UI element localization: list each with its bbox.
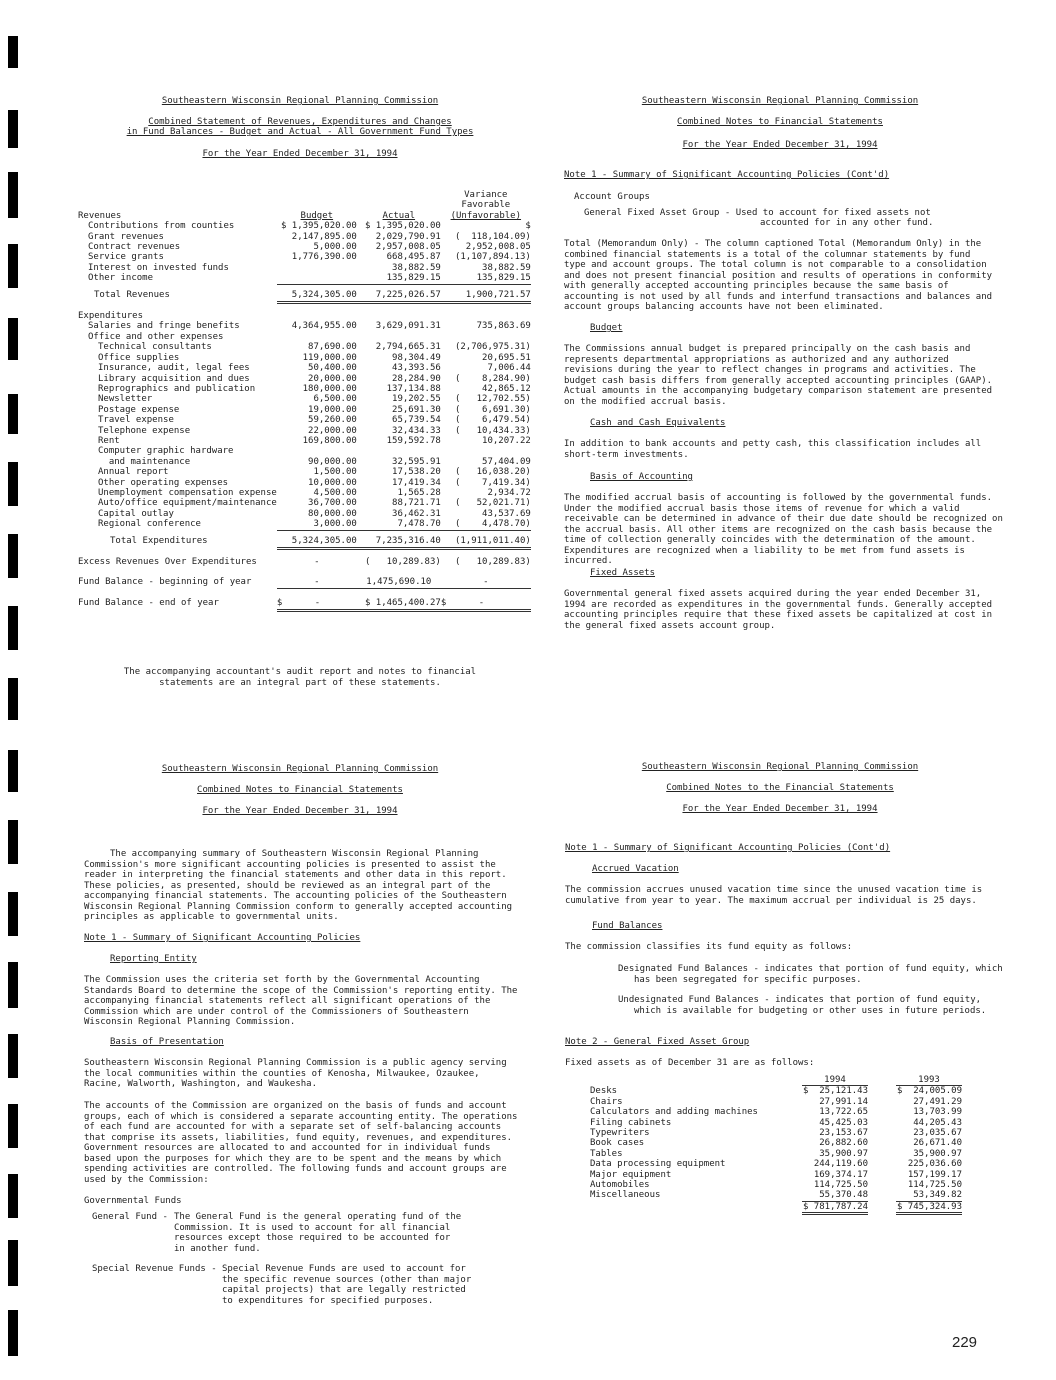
row-label: Service grants [88,252,164,263]
row-budget: 36,700.00 [308,498,357,509]
table-row [590,1149,962,1159]
fund-balances-heading: Fund Balances [592,921,663,931]
table-row [590,1138,962,1148]
statement-title: Combined Statement of Revenues, Expenditures and Changes [148,117,452,127]
row-actual: 19,202.55 [392,394,441,405]
row-variance: $ [525,221,531,232]
row-label: Annual report [98,467,169,478]
asset-1994: 13,722.65 [819,1107,868,1118]
asset-label: Filing cabinets [590,1117,672,1128]
row-budget: 3,000.00 [277,519,357,530]
presentation-paragraph-1: Southeastern Wisconsin Regional Planning Commission is a public agency serving the local communities within the counties of Kenosha, Milwaukee, Ozaukee, Racine, Walworth, Washington, and Waukesha. [84,1058,507,1089]
asset-1994: 169,374.17 [813,1169,868,1180]
row-variance: ( 10,434.33) [454,425,531,436]
row-actual: 65,739.54 [392,415,441,426]
row-actual: 32,595.91 [392,456,441,467]
row-budget: 10,000.00 [308,477,357,488]
table-row [78,405,531,415]
row-budget: 6,500.00 [313,394,357,405]
row-variance: ( 12,702.55) [454,394,531,405]
asset-label: Major equipment [590,1169,672,1180]
statement-table [78,190,531,612]
row-label: Reprographics and publication [98,383,256,394]
asset-label: Data processing equipment [590,1159,726,1170]
special-revenue-text: Special Revenue Funds are used to account for the specific revenue sources (other than major capital projects) that are legally restricted to expenditures for specified purposes. [222,1264,472,1306]
total-revenues-label: Total Revenues [94,290,170,301]
binding-mark [8,678,18,720]
row-label: Regional conference [98,519,201,530]
fund-end-budget: $ - [277,598,357,610]
binding-mark [8,36,18,68]
row-label: Computer graphic hardware [98,446,234,457]
row-budget: 50,400.00 [308,363,357,374]
row-actual: 668,495.87 [386,252,441,263]
salaries-label: Salaries and fringe benefits [88,321,240,332]
row-actual: 88,721.71 [392,498,441,509]
row-actual: 2,029,790.91 [375,231,441,242]
total-expenditures-budget: 5,324,305.00 [277,536,357,548]
row-label: Contract revenues [88,242,181,253]
binding-mark [8,394,18,434]
excess-label: Excess Revenues Over Expenditures [78,557,257,567]
total-expenditures-label: Total Expenditures [110,536,208,547]
table-row [78,363,531,373]
asset-1993: 114,725.50 [907,1180,962,1191]
row-variance: 2,952,008.05 [465,242,531,253]
row-variance: 135,829.15 [441,273,531,284]
row-budget: 5,000.00 [313,242,357,253]
row-variance: (1,107,894.13) [454,252,531,263]
row-budget: 169,800.00 [302,435,357,446]
total-revenues-budget: 5,324,305.00 [277,290,357,302]
row-actual: 32,434.33 [392,425,441,436]
table-row [78,221,531,231]
row-label: Unemployment compensation expense [98,487,277,498]
accrued-vacation-paragraph: The commission accrues unused vacation time since the unused vacation time is cumulative from year to year. The maximum accrual per individual is 25 days. [565,885,983,906]
col-head-favorable: Favorable [461,200,511,211]
binding-mark [8,1310,18,1356]
asset-label: Book cases [590,1138,645,1149]
asset-1994: 35,900.97 [819,1148,868,1159]
table-row [78,446,531,456]
col-head-variance: Variance [464,190,508,200]
row-variance: ( 7,419.34) [454,477,531,488]
asset-1993: 35,900.97 [913,1148,962,1159]
table-row [590,1118,962,1128]
row-budget: 20,000.00 [308,373,357,384]
row-actual: 17,419.34 [392,477,441,488]
row-variance: 7,006.44 [487,363,531,374]
note-1-title: Note 1 - Summary of Significant Accounting Policies [84,933,361,943]
general-fund-label: General Fund - [92,1212,174,1222]
binding-mark [8,750,18,792]
binding-mark [8,1104,18,1148]
table-row [78,457,531,467]
statement-subtitle: in Fund Balances - Budget and Actual - All Government Fund Types [126,127,474,137]
row-variance: ( 118,104.09) [454,231,531,242]
row-actual: 1,565.28 [397,487,441,498]
table-row [78,242,531,252]
gfa-group-line-2: accounted for in any other fund. [760,218,934,228]
asset-1994: 244,119.60 [813,1159,868,1170]
notes-title: Combined Notes to Financial Statements [197,785,403,795]
row-variance: ( 4,478.70) [441,519,531,530]
year-1994-header: 1994 [802,1075,868,1086]
reporting-entity-paragraph: The Commission uses the criteria set forth by the Governmental Accounting Standards Board to determine the scope of the Commission's reporting entity. The accompanying financial statements reflect all significant operations of the Commission which are under control of the Commissioners of Southeastern Wisconsin Regional Planning Commission. [84,975,518,1027]
asset-label: Automobiles [590,1180,650,1191]
row-actual: 7,478.70 [357,519,441,530]
row-budget [277,273,357,284]
row-label: Postage expense [98,404,180,415]
excess-budget: - [314,557,320,567]
intro-paragraph: The accompanying summary of Southeastern Wisconsin Regional Planning Commission's more significant accounting policies is presented to assist the reader in interpreting the financial statements and other data in this report. These policies, as presented, should be reviewed as an integral part of the accompanying financial statements. The accounting policies of the Southeastern Wisconsin Regional Planning Commission conform to generally accepted accounting principles as applicable to governmental units. [84,849,513,922]
asset-1994: 26,882.60 [819,1138,868,1149]
row-budget: 119,000.00 [302,352,357,363]
notes-period: For the Year Ended December 31, 1994 [682,140,878,150]
asset-1993: 157,199.17 [907,1169,962,1180]
fund-begin-label: Fund Balance - beginning of year [78,577,252,588]
row-budget: 2,147,895.00 [291,231,357,242]
row-variance: 57,404.09 [482,456,531,467]
table-row [78,394,531,404]
row-budget: $ 1,395,020.00 [280,221,357,232]
row-budget: 1,776,390.00 [291,252,357,263]
table-row [590,1097,962,1107]
undesignated-fund-balances: Undesignated Fund Balances - indicates that portion of fund equity, which is available for budgeting or other uses in future periods. [618,995,987,1016]
commission-title: Southeastern Wisconsin Regional Planning Commission [641,96,919,106]
row-label: Telephone expense [98,425,191,436]
row-label: Library acquisition and dues [98,373,250,384]
fund-balances-paragraph: The commission classifies its fund equity as follows: [565,942,853,952]
total-memo-paragraph: Total (Memorandum Only) - The column captioned Total (Memorandum Only) in the combined financial statements is a total of the columnar statements by fund type and account groups. The total column is not comparable to a consolidation and does not present financial position and results of operations in conformity with generally accepted accounting principles because the same basis of accounting is not used by all funds and interfund transactions and balances and account groups balancing accounts have not been eliminated. [564,239,993,312]
presentation-paragraph-2: The accounts of the Commission are organized on the basis of funds and account groups, each of which is considered a separate accounting entity. The operations of each fund are accounted for with a separate set of self-balancing accounts that comprise its assets, liabilities, fund equity, revenues, and expenditures. Government resources are allocated to and accounted for in individual funds based upon the purposes for which they are to be spent and the means by which spending activities are controlled. The following funds and account groups are used by the Commission: [84,1101,518,1185]
table-row [78,488,531,498]
fixed-assets-table [590,1075,962,1215]
gfa-group-line-1: General Fixed Asset Group - Used to account for fixed assets not [584,208,931,218]
row-budget: 80,000.00 [308,508,357,519]
binding-mark [8,110,18,148]
office-heading: Office and other expenses [88,331,224,342]
table-row [78,263,531,273]
row-label: Interest on invested funds [88,262,229,273]
budget-heading: Budget [590,323,623,333]
row-budget: 4,500.00 [313,487,357,498]
table-row [78,353,531,363]
binding-mark [8,606,18,650]
asset-label: Desks [590,1085,618,1096]
row-label: Technical consultants [98,342,212,353]
row-label: Insurance, audit, legal fees [98,363,250,374]
row-variance: 38,882.59 [482,262,531,273]
excess-variance: ( 10,289.83) [454,557,531,567]
asset-1994: 55,370.48 [819,1190,868,1201]
row-label: Capital outlay [98,508,174,519]
table-row [78,519,531,530]
row-budget [277,446,357,456]
account-groups-heading: Account Groups [574,192,650,202]
row-actual: 135,829.15 [357,273,441,284]
row-label: and maintenance [98,456,191,467]
total-1993: $ 745,324.93 [896,1201,962,1212]
total-1994: $ 781,787.24 [802,1201,868,1212]
asset-1993: 13,703.99 [913,1107,962,1118]
row-label: Grant revenues [88,231,164,242]
statement-footer-2: statements are an integral part of these statements. [159,678,441,688]
expenditures-heading: Expenditures [78,311,144,322]
binding-mark [8,244,18,288]
row-label: Contributions from counties [88,221,235,232]
row-budget: 180,000.00 [302,383,357,394]
general-fund-text: The General Fund is the general operating fund of the Commission. It is used to account for all financial resources except those required to be accounted for in another fund. [174,1212,462,1254]
table-row [78,478,531,488]
cash-paragraph: In addition to bank accounts and petty cash, this classification includes all short-term investments. [564,439,982,460]
budget-paragraph: The Commissions annual budget is prepared principally on the cash basis and represents departmental appropriations as authorized and any authorized revisions during the year to reflect changes in programs and activities. The budget cash basis differs from generally accepted accounting principles (GAAP). Actual amounts in the accompanying budgetary comparison statement are presented on the modified accrual basis. [564,344,993,407]
asset-label: Calculators and adding machines [590,1107,758,1118]
row-variance: ( 6,691.30) [454,404,531,415]
fund-begin-actual: 1,475,690.10 [357,577,441,588]
row-variance: ( 52,021.71) [454,498,531,509]
row-actual: 159,592.78 [386,435,441,446]
fund-begin-budget: - [277,577,357,588]
row-budget: 1,500.00 [313,467,357,478]
asset-label: Miscellaneous [590,1190,661,1201]
salaries-variance: 735,863.69 [476,321,531,332]
commission-title: Southeastern Wisconsin Regional Planning Commission [161,96,439,106]
binding-mark [8,1240,18,1286]
revenues-heading: Revenues [78,210,122,221]
row-variance: 2,934.72 [487,487,531,498]
col-head-budget: Budget [300,210,334,221]
table-row [78,436,531,446]
asset-1994: 45,425.03 [819,1117,868,1128]
table-row [78,273,531,284]
row-label: Newsletter [98,394,153,405]
row-variance: ( 8,284.90) [454,373,531,384]
asset-1993: $ 24,005.09 [896,1086,962,1097]
row-budget: 59,260.00 [308,415,357,426]
table-row [590,1128,962,1138]
row-variance: ( 6,479.54) [454,415,531,426]
table-row [590,1190,962,1201]
notes-title: Combined Notes to Financial Statements [677,117,883,127]
fixed-assets-heading: Fixed Assets [590,568,656,578]
asset-label: Tables [590,1148,623,1159]
row-actual: 28,284.90 [392,373,441,384]
row-variance [441,446,531,456]
asset-1993: 27,491.29 [913,1096,962,1107]
row-label: Other operating expenses [98,477,229,488]
row-budget: 90,000.00 [308,456,357,467]
row-budget: 19,000.00 [308,404,357,415]
table-row [78,415,531,425]
table-row [590,1086,962,1097]
note-1-title: Note 1 - Summary of Significant Accounting Policies (Cont'd) [565,843,891,853]
row-variance: 10,207.22 [482,435,531,446]
commission-title: Southeastern Wisconsin Regional Planning Commission [641,762,919,772]
fund-begin-variance: - [441,577,531,588]
asset-1994: 114,725.50 [813,1180,868,1191]
designated-fund-balances: Designated Fund Balances - indicates that portion of fund equity, which has been segregated for specific purposes. [618,964,1003,985]
asset-1994: 27,991.14 [819,1096,868,1107]
row-actual: 36,462.31 [392,508,441,519]
presentation-heading: Basis of Presentation [110,1037,224,1047]
row-actual: 98,304.49 [392,352,441,363]
binding-mark [8,820,18,864]
notes-period: For the Year Ended December 31, 1994 [682,804,878,814]
row-actual [357,446,441,456]
total-expenditures-actual: 7,235,316.40 [357,536,441,548]
note-1-title: Note 1 - Summary of Significant Accounting Policies (Cont'd) [564,170,890,180]
table-row [78,509,531,519]
binding-mark [8,1034,18,1078]
cash-heading: Cash and Cash Equivalents [590,418,726,428]
governmental-funds-heading: Governmental Funds [84,1196,182,1206]
notes-title: Combined Notes to the Financial Statements [666,783,894,793]
table-row [78,232,531,242]
asset-1993: 26,671.40 [913,1138,962,1149]
table-row [78,498,531,508]
note-2-paragraph: Fixed assets as of December 31 are as follows: [565,1058,815,1068]
total-expenditures-variance: (1,911,011.40) [441,536,531,548]
binding-mark [8,962,18,1008]
table-row [78,252,531,262]
table-row [590,1170,962,1180]
fund-end-variance: $ - [441,598,531,610]
row-actual: 43,393.56 [392,363,441,374]
table-row [78,467,531,477]
col-head-actual: Actual [382,210,416,221]
special-revenue-label: Special Revenue Funds - [92,1264,223,1274]
notes-period: For the Year Ended December 31, 1994 [202,806,398,816]
row-label: Travel expense [98,415,174,426]
row-label: Rent [98,435,120,446]
row-label: Office supplies [98,352,180,363]
asset-1993: 53,349.82 [913,1190,962,1201]
salaries-actual: 3,629,091.31 [375,321,441,332]
table-row [78,342,531,352]
row-variance: ( 16,038.20) [454,467,531,478]
table-row [78,374,531,384]
note-2-title: Note 2 - General Fixed Asset Group [565,1037,750,1047]
row-variance: 42,865.12 [482,383,531,394]
row-variance: 43,537.69 [482,508,531,519]
asset-1993: 44,205.43 [913,1117,962,1128]
basis-heading: Basis of Accounting [590,472,693,482]
asset-label: Typewriters [590,1128,650,1139]
statement-period: For the Year Ended December 31, 1994 [202,149,398,159]
table-row [590,1180,962,1190]
total-revenues-actual: 7,225,026.57 [357,290,441,302]
table-row [590,1107,962,1117]
row-actual: 25,691.30 [392,404,441,415]
asset-1993: 225,036.60 [907,1159,962,1170]
row-budget: 87,690.00 [308,342,357,353]
page-number: 229 [952,1334,978,1351]
binding-mark [8,318,18,360]
row-label: Auto/office equipment/maintenance [98,498,277,509]
table-row [78,384,531,394]
row-actual: 38,882.59 [392,262,441,273]
total-revenues-variance: 1,900,721.57 [441,290,531,302]
row-actual: 137,134.88 [386,383,441,394]
fund-end-label: Fund Balance - end of year [78,598,219,609]
row-variance: (2,706,975.31) [454,342,531,353]
asset-1994: $ 25,121.43 [802,1086,868,1097]
binding-mark [8,892,18,936]
row-budget: 22,000.00 [308,425,357,436]
row-actual: 2,957,008.05 [375,242,441,253]
fixed-assets-paragraph: Governmental general fixed assets acquired during the year ended December 31, 1994 are recorded as expenditures in the governmental funds. Generally accepted accounting principles require that these fixed assets be capitalized at cost in the general fixed assets account group. [564,589,993,631]
row-variance: 20,695.51 [482,352,531,363]
statement-footer-1: The accompanying accountant's audit report and notes to financial [123,667,477,677]
table-row [78,426,531,436]
col-head-unfavorable: (Unfavorable) [450,210,522,221]
row-actual: $ 1,395,020.00 [364,221,441,232]
asset-1993: 23,035.67 [913,1128,962,1139]
excess-actual: ( 10,289.83) [364,557,441,567]
asset-label: Chairs [590,1096,623,1107]
commission-title: Southeastern Wisconsin Regional Planning Commission [161,764,439,774]
basis-paragraph: The modified accrual basis of accounting is followed by the governmental funds. Under the modified accrual basis those items of revenue for which a valid receivable can be determined in advance of their due date should be recognized on the accrual basis. All other items are recognized on the cash basis because the time of collection generally coincides with the determination of the amount. Expenditures are recognized when a liability to be met from fund assets is incurred. [564,493,1003,566]
salaries-budget: 4,364,955.00 [291,321,357,332]
row-budget [277,263,357,273]
binding-mark [8,534,18,578]
fund-end-actual: $ 1,465,400.27 [357,598,441,610]
reporting-entity-heading: Reporting Entity [110,954,197,964]
accrued-vacation-heading: Accrued Vacation [592,864,679,874]
row-actual: 17,538.20 [392,467,441,478]
binding-mark [8,1174,18,1218]
row-label: Other income [88,273,154,284]
binding-mark [8,462,18,506]
row-actual: 2,794,665.31 [375,342,441,353]
table-row [590,1159,962,1169]
year-1993-header: 1993 [896,1075,962,1086]
binding-mark [8,172,18,218]
asset-1994: 23,153.67 [819,1128,868,1139]
